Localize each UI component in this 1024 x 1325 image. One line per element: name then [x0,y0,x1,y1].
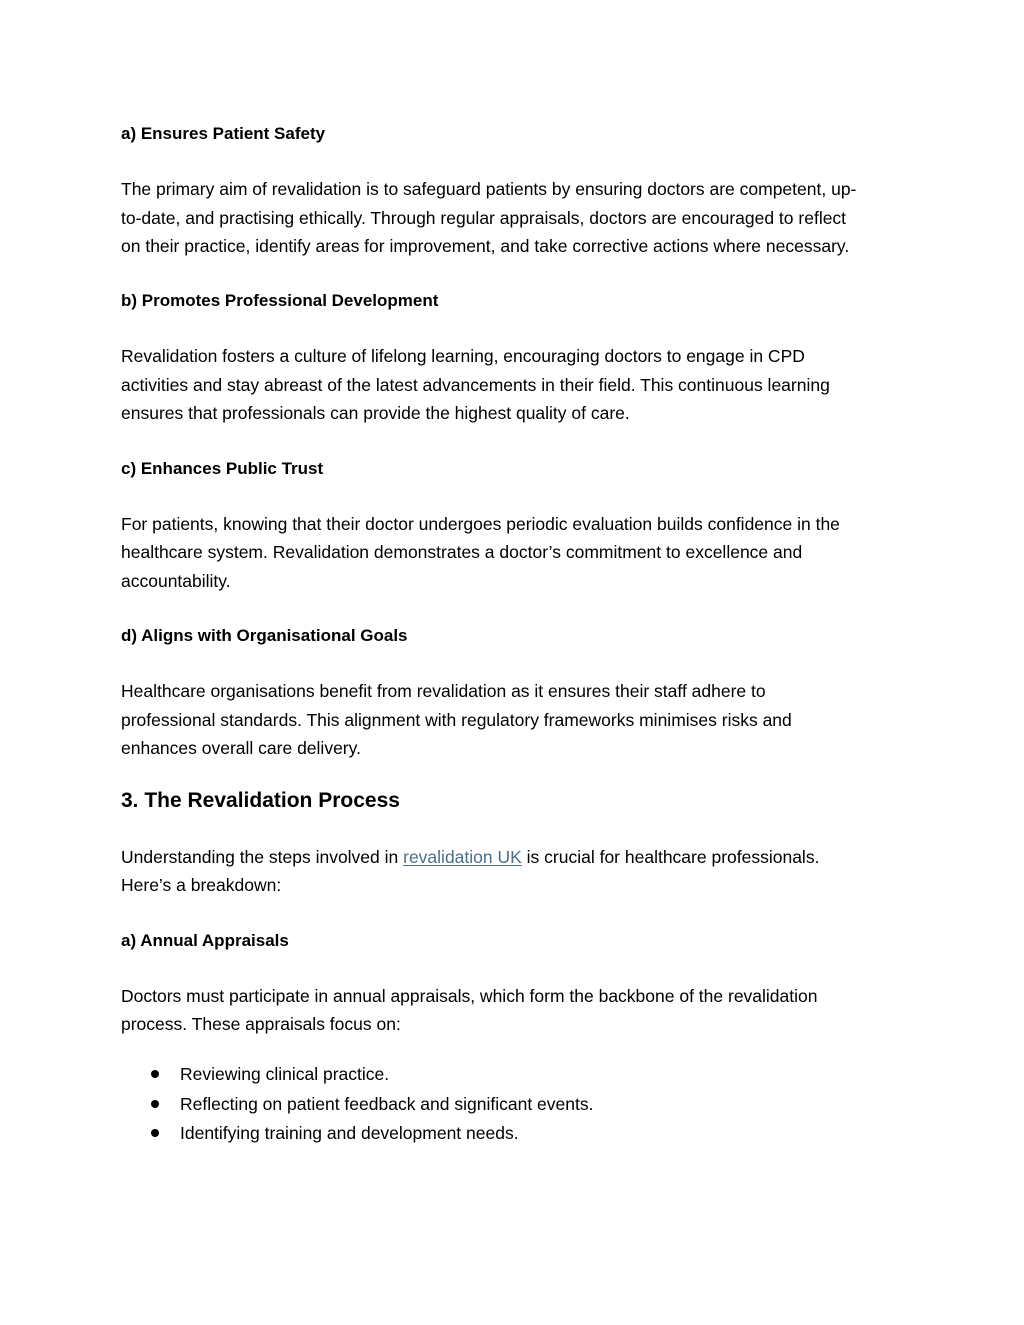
section-heading-organisational-goals: d) Aligns with Organisational Goals [121,626,408,645]
paragraph-line: enhances overall care delivery. [121,738,361,758]
bullet-list-item [121,1063,881,1085]
section-heading-professional-development: b) Promotes Professional Development [121,291,439,310]
bullet-text: Identifying training and development needs. [180,1123,519,1143]
paragraph-line: Revalidation fosters a culture of lifelong learning, encouraging doctors to engage in CPD [121,346,805,366]
paragraph-line: Doctors must participate in annual appraisals, which form the backbone of the revalidation [121,986,818,1006]
bullet-list-item [121,1122,881,1144]
paragraph-line: activities and stay abreast of the latest advancements in their field. This continuous learning [121,375,830,395]
intro-text-before-link: Understanding the steps involved in [121,847,404,867]
bullet-list-item [121,1093,881,1115]
bullet-icon [151,1129,159,1137]
section-heading-patient-safety: a) Ensures Patient Safety [121,124,326,143]
section-heading-annual-appraisals: a) Annual Appraisals [121,931,289,950]
bullet-text: Reviewing clinical practice. [180,1064,390,1084]
bullet-text: Reflecting on patient feedback and significant events. [180,1094,594,1114]
paragraph-line: process. These appraisals focus on: [121,1014,401,1034]
paragraph-line: professional standards. This alignment with regulatory frameworks minimises risks and [121,710,792,730]
paragraph-line: to-date, and practising ethically. Through regular appraisals, doctors are encouraged to reflect [121,208,847,228]
section-heading-public-trust: c) Enhances Public Trust [121,459,324,478]
paragraph-line: Here’s a breakdown: [121,875,282,895]
page-section-title: 3. The Revalidation Process [121,789,400,812]
paragraph-line: ensures that professionals can provide the highest quality of care. [121,403,630,423]
paragraph-line: The primary aim of revalidation is to safeguard patients by ensuring doctors are competent, up- [121,179,857,199]
intro-paragraph-line [121,846,819,868]
revalidation-uk-link[interactable]: revalidation UK [403,847,522,867]
bullet-icon [151,1070,159,1078]
bullet-icon [151,1100,159,1108]
paragraph-line: on their practice, identify areas for improvement, and take corrective actions where necessary. [121,236,850,256]
intro-text-after-link: is crucial for healthcare professionals. [521,847,820,867]
paragraph-line: For patients, knowing that their doctor undergoes periodic evaluation builds confidence in the [121,514,840,534]
paragraph-line: accountability. [121,571,231,591]
paragraph-line: Healthcare organisations benefit from revalidation as it ensures their staff adhere to [121,681,766,701]
paragraph-line: healthcare system. Revalidation demonstrates a doctor’s commitment to excellence and [121,542,803,562]
